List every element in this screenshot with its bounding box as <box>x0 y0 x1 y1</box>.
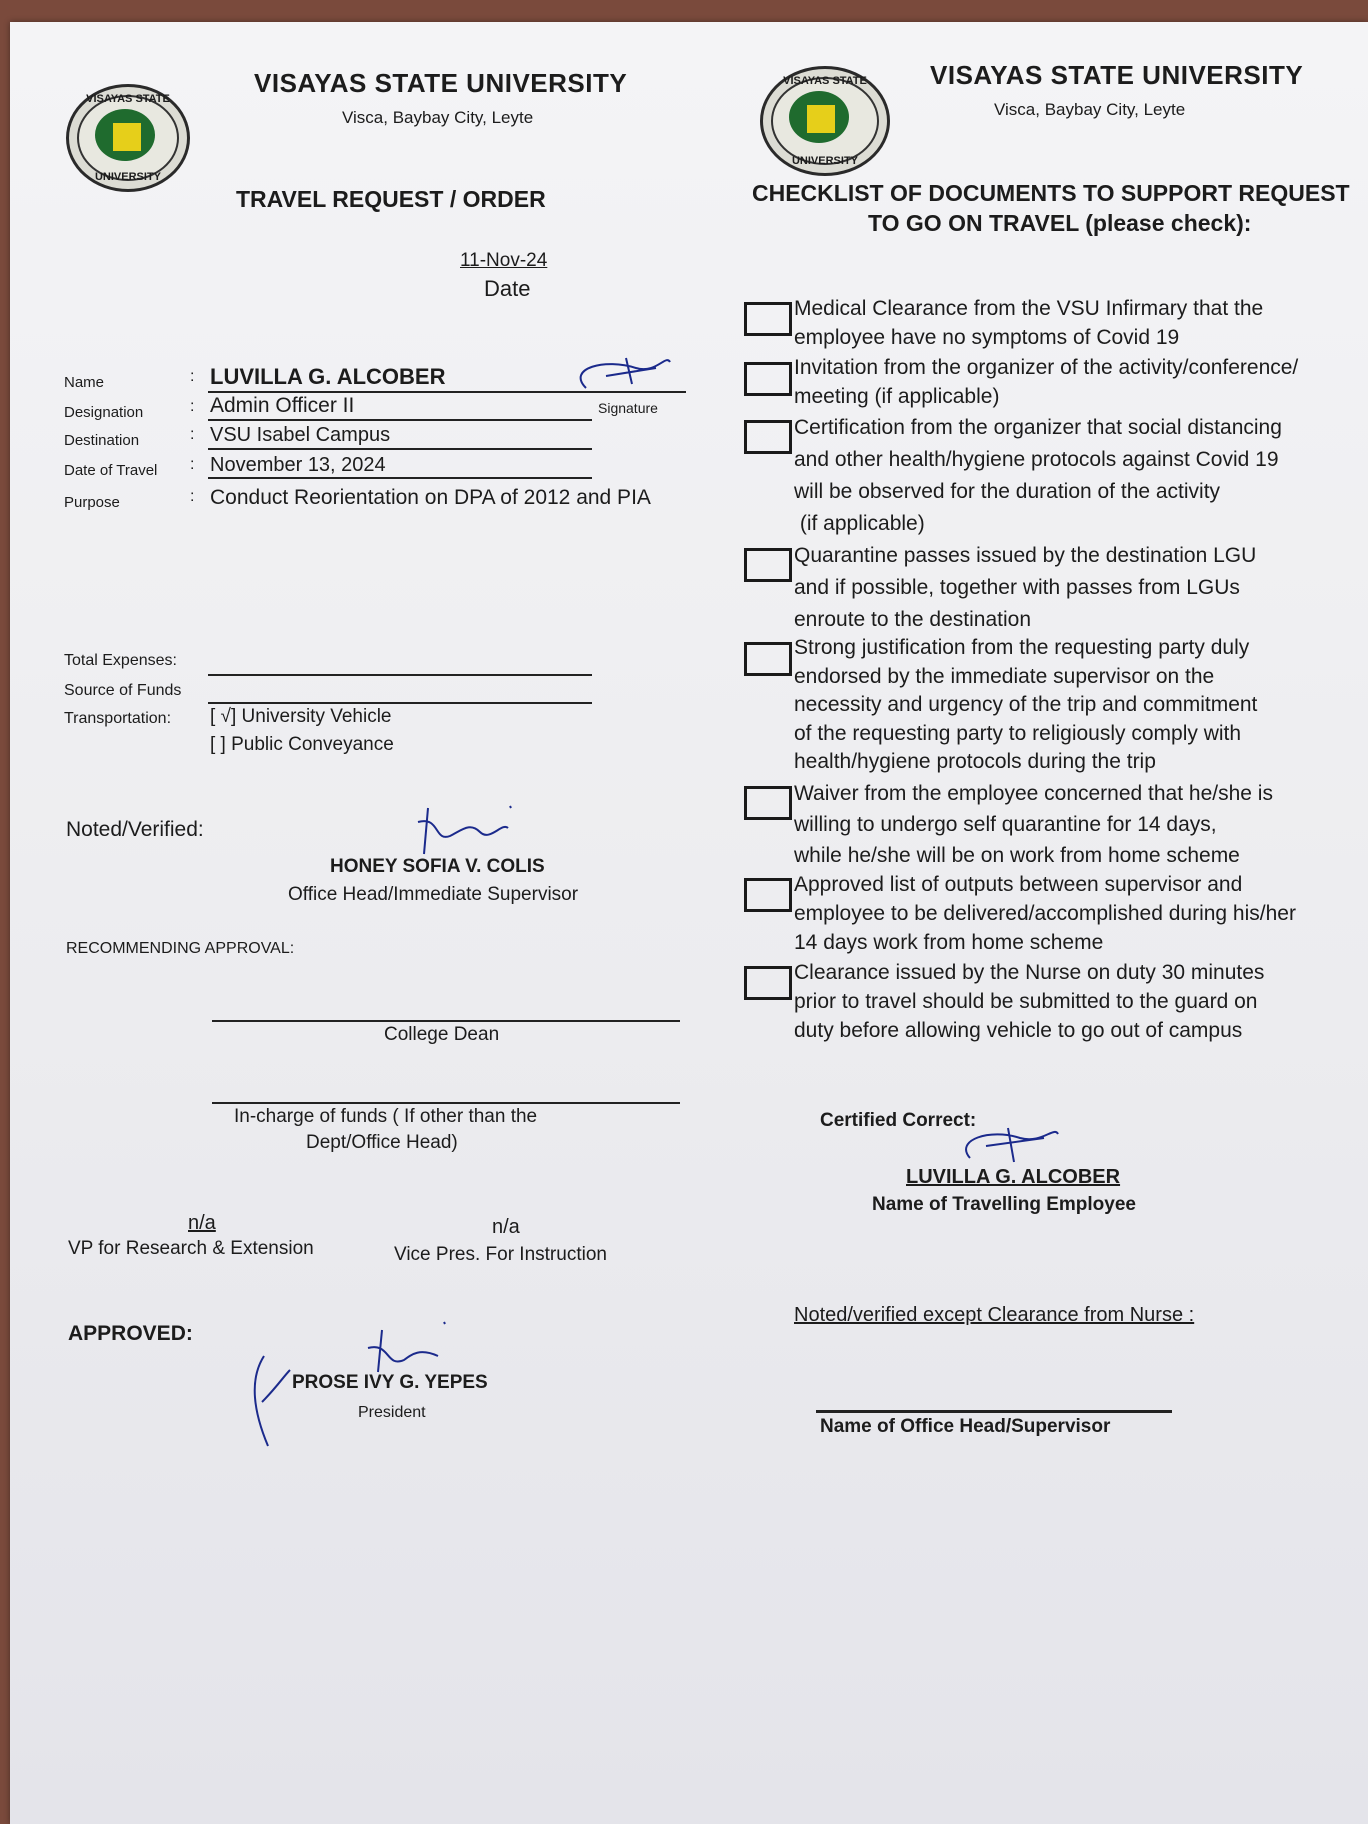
university-seal-icon: VISAYAS STATE UNIVERSITY <box>66 84 190 192</box>
date-of-travel-label: Date of Travel <box>64 462 158 479</box>
checkbox-nurse-clearance[interactable] <box>744 966 792 1000</box>
checklist-item: Clearance issued by the Nurse on duty 30 minutes prior to travel should be submitted to the guard on duty before allowing vehicle to go out of campus <box>794 961 1265 1042</box>
document-page <box>10 22 1368 1824</box>
supervisor-title: Office Head/Immediate Supervisor <box>288 884 579 905</box>
recommending-approval-label: RECOMMENDING APPROVAL: <box>66 940 295 957</box>
president-title: President <box>358 1404 426 1421</box>
university-seal-icon-right: VISAYAS STATE UNIVERSITY <box>760 66 890 176</box>
checklist-title-line2: TO GO ON TRAVEL (please check): <box>868 210 1252 236</box>
travelling-employee-name: LUVILLA G. ALCOBER <box>906 1166 1121 1188</box>
office-head-label: Name of Office Head/Supervisor <box>820 1416 1111 1437</box>
checklist-item: Waiver from the employee concerned that he/she is willing to undergo self quarantine for 14 days, while he/she will be on work from home scheme <box>794 782 1273 867</box>
colon: : <box>190 426 195 443</box>
checkbox-waiver[interactable] <box>744 786 792 820</box>
university-name: VISAYAS STATE UNIVERSITY <box>254 68 628 98</box>
name-label: Name <box>64 374 105 391</box>
checkbox-strong-justification[interactable] <box>744 642 792 676</box>
supervisor-name: HONEY SOFIA V. COLIS <box>330 856 545 877</box>
designation-value: Admin Officer II <box>210 394 355 417</box>
checklist-item: Strong justification from the requesting party duly endorsed by the immediate supervisor on the necessity and urgency of the trip and commitment of the requesting party to religiously comply with health/hygiene protocols during the trip <box>794 636 1258 773</box>
checkbox-invitation[interactable] <box>744 362 792 396</box>
incharge-of-funds-label-2: Dept/Office Head) <box>306 1132 458 1153</box>
checklist-item: Medical Clearance from the VSU Infirmary that the employee have no symptoms of Covid 19 <box>794 297 1264 349</box>
date-label: Date <box>484 276 531 301</box>
applicant-signature <box>566 348 676 408</box>
colon: : <box>190 456 195 473</box>
supervisor-signature <box>410 802 520 862</box>
checklist-title-line1: CHECKLIST OF DOCUMENTS TO SUPPORT REQUEST <box>752 180 1350 206</box>
checkbox-medical-clearance[interactable] <box>744 302 792 336</box>
university-name-right: VISAYAS STATE UNIVERSITY <box>930 60 1304 90</box>
date-value: 11-Nov-24 <box>460 250 548 271</box>
source-of-funds-label: Source of Funds <box>64 682 182 699</box>
total-expenses-label: Total Expenses: <box>64 652 177 669</box>
date-of-travel-value: November 13, 2024 <box>210 454 386 476</box>
vp-research-label: VP for Research & Extension <box>68 1238 314 1259</box>
noted-except-nurse-label: Noted/verified except Clearance from Nurse : <box>794 1304 1195 1326</box>
noted-verified-label: Noted/Verified: <box>66 818 204 841</box>
colon: : <box>190 368 195 385</box>
college-dean-label: College Dean <box>384 1024 500 1045</box>
travelling-employee-label: Name of Travelling Employee <box>872 1194 1136 1215</box>
destination-value: VSU Isabel Campus <box>210 424 391 446</box>
checklist-item: Approved list of outputs between supervisor and employee to be delivered/accomplished during his/her 14 days work from home scheme <box>794 873 1296 954</box>
form-title: TRAVEL REQUEST / ORDER <box>236 186 546 212</box>
certified-correct-label: Certified Correct: <box>820 1110 977 1131</box>
vp-instruction-value: n/a <box>492 1216 520 1238</box>
transport-option-public-conveyance: [ ] Public Conveyance <box>210 734 394 755</box>
transportation-label: Transportation: <box>64 710 172 727</box>
president-name: PROSE IVY G. YEPES <box>292 1372 488 1393</box>
transport-option-university-vehicle: [ √] University Vehicle <box>210 706 392 727</box>
approved-label: APPROVED: <box>68 1322 193 1345</box>
name-value: LUVILLA G. ALCOBER <box>210 364 446 389</box>
incharge-of-funds-label-1: In-charge of funds ( If other than the <box>234 1106 538 1127</box>
vp-instruction-label: Vice Pres. For Instruction <box>394 1244 607 1265</box>
destination-label: Destination <box>64 432 140 449</box>
colon: : <box>190 488 195 505</box>
university-address: Visca, Baybay City, Leyte <box>342 108 534 127</box>
checklist-item: Quarantine passes issued by the destination LGU and if possible, together with passes from LGUs enroute to the destination <box>794 544 1257 631</box>
purpose-label: Purpose <box>64 494 120 511</box>
checkbox-approved-outputs[interactable] <box>744 878 792 912</box>
checkbox-certification[interactable] <box>744 420 792 454</box>
checklist-item: Invitation from the organizer of the activity/conference/ meeting (if applicable) <box>794 356 1299 408</box>
signature-label: Signature <box>598 400 658 416</box>
checkbox-quarantine-passes[interactable] <box>744 548 792 582</box>
vp-research-value: n/a <box>188 1212 216 1234</box>
designation-label: Designation <box>64 404 144 421</box>
checklist-item: Certification from the organizer that social distancing and other health/hygiene protocols against Covid 19 will be observed for the duration of the activity (if applicable) <box>794 416 1282 535</box>
purpose-value: Conduct Reorientation on DPA of 2012 and PIA <box>210 486 651 509</box>
colon: : <box>190 398 195 415</box>
university-address-right: Visca, Baybay City, Leyte <box>994 100 1186 119</box>
